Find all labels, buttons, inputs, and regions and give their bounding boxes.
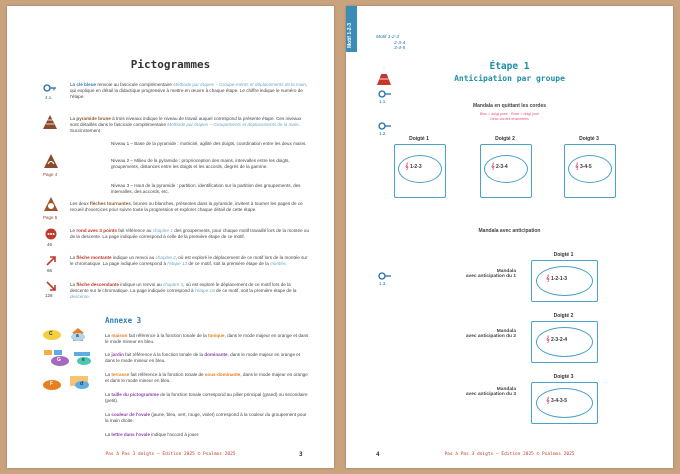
- anticip-3-label: Doigté 3: [553, 374, 574, 380]
- arrows-paragraph: Les deux flèches tournantes, brunes ou blanches, présentes dans la pyramide, invitent à tourner les pages de ce recueil d'exercices pour suivre toute la progression et explorer chaque détail de cette étape.: [70, 201, 303, 213]
- key-paragraph: La clé bleue renvoie au fascicule complémentaire Méthode par étapes – Groupe-ments et déplacements de la main, qui explique en détail la didactique progressive à mettre en œuvre à chaque étape. Le chiffre indique le numéro de l'étape.: [70, 82, 308, 100]
- doigte-2-label: Doigté 2: [495, 136, 515, 142]
- down-arrow-paragraph: La flèche descendante indique un renvoi au chapitre 3, où est exploré le déplacement de ce motif lors de la descente sur le chromatique. La page indiquée correspond à l'étape 18 de ce motif, soit la première étape de la descente.: [70, 282, 297, 300]
- doigte-3-label: Doigté 3: [579, 136, 599, 142]
- step-title: Étape 1: [489, 61, 530, 72]
- page-title: Pictogrammes: [130, 58, 211, 71]
- right-footer: Pas à Pas 3 doigts – Édition 2025 © Psalmos 2025: [444, 452, 575, 457]
- taille-paragraph: La taille du pictogramme de la fonction tonale correspond au pilier principal (grand) ou secondaire (petit).: [105, 392, 308, 404]
- dots-page-number: 46: [47, 242, 53, 247]
- letter-a: a: [76, 333, 79, 339]
- letter-e: e: [82, 357, 85, 363]
- doigte-3-seq: 𝄞 3-4-5: [575, 164, 592, 170]
- motif-line-1: Motif 1-2-3: [376, 35, 399, 40]
- key-label-2: 1.2.: [379, 131, 387, 136]
- anticip-3-seq: 𝄞 3-4-3-5: [546, 398, 568, 404]
- up-arrow-paragraph: La flèche montante indique un renvoi au chapitre 2, où est exploré le déplacement de ce motif lors de la montée sur le chromatique. La page indiquée correspond à l'étape 13 de ce motif, soit la première étape de la montée.: [70, 255, 308, 267]
- pyramid-icon: [42, 114, 58, 130]
- anticip-1-seq: 𝄞 1-2-1-3: [546, 276, 568, 282]
- arrow-up-icon: [46, 256, 56, 266]
- down-page-number: 128: [45, 293, 53, 298]
- doigte-2-seq: 𝄞 2-3-4: [491, 164, 508, 170]
- legend-line-2: Deux cordes ensembles: [490, 117, 529, 121]
- right-page: [346, 6, 673, 468]
- level-1-text: Niveau 1 – Base de la pyramide : motricité, agilité des doigts, coordination entre les deux mains.: [111, 141, 307, 146]
- key-step-label: 4.1.: [45, 95, 53, 100]
- right-page-number: 4: [376, 451, 380, 458]
- motif-line-2: 2-3-4: [394, 40, 406, 46]
- motif-list: [376, 35, 405, 52]
- left-footer: Pas à Pas 3 doigts – Édition 2025 © Psalmos 2025: [105, 452, 236, 457]
- pyramid-turn-icon-brown: [43, 153, 59, 169]
- left-page-number: 3: [299, 451, 303, 458]
- anticip-2-desc: Mandala avec anticipation du 2: [465, 329, 516, 339]
- arrow-down-icon: [46, 281, 56, 291]
- page-5-label: Page 5: [43, 215, 58, 220]
- doigte-1-label: Doigté 1: [409, 136, 429, 142]
- doigte-3-box: [564, 144, 616, 198]
- doigte-1-box: [394, 144, 446, 198]
- motif-line-3: 3-4-5: [394, 46, 406, 52]
- left-page: [7, 6, 334, 468]
- three-dots-circle-icon: [45, 228, 57, 240]
- tonal-icons-graphic: [40, 328, 110, 400]
- terrasse-paragraph: La terrasse fait référence à la fonction tonale de sous-dominante, dans le mode majeur en orange et dans le mode mineur en bleu.: [105, 372, 308, 384]
- key-label-1: 1.1.: [379, 99, 387, 104]
- step-subtitle: Anticipation par groupe: [454, 74, 565, 83]
- anticip-3-desc: Mandala avec anticipation du 3: [465, 387, 516, 397]
- key-label-3: 1.3.: [379, 281, 387, 286]
- anticip-1-desc: Mandala avec anticipation du 1: [465, 269, 516, 279]
- doigte-2-box: [480, 144, 532, 198]
- couleur-paragraph: La couleur de l'ovale (jaune, bleu, vert, rouge, violet) correspond à la couleur du groupement pour la main droite.: [105, 412, 307, 424]
- letter-F: F: [50, 381, 54, 387]
- legend-line-1: Bleu = doigt posé · Rose = doigt joué: [479, 112, 540, 116]
- letter-d: d: [80, 381, 84, 387]
- pyramid-turn-icon-white: [43, 196, 59, 212]
- anticip-1-box: [531, 260, 598, 302]
- motif-tab-label: Motif 1-2-3: [347, 23, 353, 48]
- dots-paragraph: Le rond avec 3 points fait référence au chapitre 1 des groupements, pour chaque motif travaillé lors de la montée ou de la descente. La page indiquée correspond à celle de la première étape de ce motif.: [70, 228, 310, 240]
- doigte-1-seq: 𝄞 1-2-3: [405, 164, 422, 170]
- motif-side-tab: [346, 6, 357, 52]
- up-page-number: 66: [47, 268, 53, 273]
- letter-G: G: [57, 357, 61, 363]
- level-3-text: Niveau 3 – Haut de la pyramide : partition, identification sur la partition des groupements, des intervalles, des accords, etc.: [111, 183, 301, 195]
- level-2-text: Niveau 2 – Milieu de la pyramide : proprioception des mains, intervalles entre les doigts, groupements, distances entre les doigts et les accords, degrés de la gamme.: [111, 158, 290, 170]
- mandala-1-title: Mandala en quittant les cordes: [472, 103, 547, 109]
- anticip-2-seq: 𝄞 2-3-2-4: [546, 337, 568, 343]
- anticip-2-label: Doigté 2: [553, 313, 574, 319]
- blue-key-icon: [43, 84, 57, 94]
- letter-C: C: [49, 331, 53, 337]
- tonal-icons-group: [40, 328, 110, 400]
- maison-paragraph: La maison fait référence à la fonction tonale de la tonique, dans le mode majeur en orange et dans le mode mineur en bleu.: [105, 333, 309, 345]
- pyramid-paragraph: La pyramide brune à trois niveaux indique le niveau de travail auquel correspond la présente étape. Ces niveaux sont détaillés dans le fascicule complémentaire Méthode par étapes – Groupements et déplacements de la main. Succinctement :: [70, 116, 302, 134]
- anticip-2-box: [531, 321, 598, 363]
- lettre-paragraph: La lettre dans l'ovale indique l'accord à jouer.: [105, 432, 200, 437]
- anticip-1-label: Doigté 1: [553, 252, 574, 258]
- jardin-paragraph: Le jardin fait référence à la fonction tonale de la dominante, dans le mode majeur en orange et dans le mode mineur en bleu.: [105, 352, 301, 364]
- mandala-2-title: Mandala avec anticipation: [478, 228, 541, 234]
- annexe-heading: Annexe 3: [105, 316, 142, 325]
- page-4-label: Page 4: [43, 172, 58, 177]
- anticip-3-box: [531, 382, 598, 424]
